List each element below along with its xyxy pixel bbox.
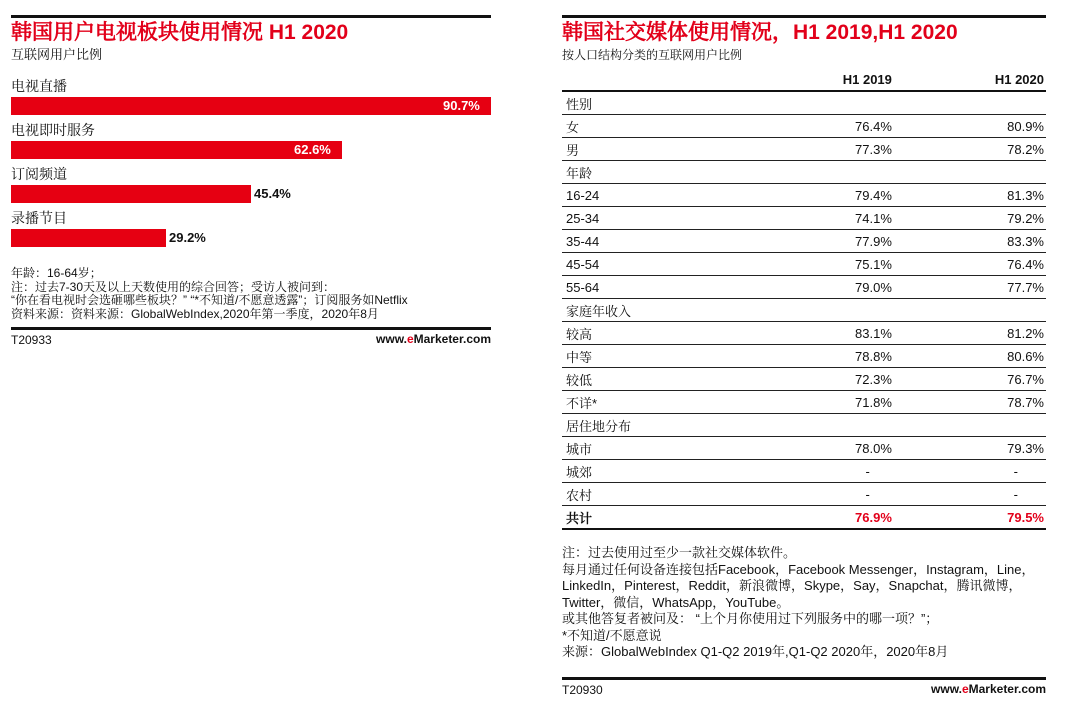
note-line: 或其他答复者被问及： “上个月你使用过下列服务中的哪一项？”； xyxy=(562,611,939,626)
row-label: 居住地分布 xyxy=(562,414,732,437)
social-media-table-panel xyxy=(562,15,1046,697)
row-label: 年龄 xyxy=(562,161,732,184)
note-line: 来源：GlobalWebIndex Q1-Q2 2019年,Q1-Q2 2020年，2020年8月 xyxy=(562,644,949,659)
note-line: *不知道/不愿意说 xyxy=(562,627,662,643)
cell-h1-2020: - xyxy=(922,460,1046,483)
table-row xyxy=(562,391,1046,414)
category-label: 录播节目 xyxy=(11,210,67,226)
section-row xyxy=(562,161,1046,184)
note-line: 注：过去使用过至少一款社交媒体软件。 xyxy=(562,545,797,560)
cell-h1-2019: 75.1% xyxy=(732,253,921,276)
header-h1-2019: H1 2019 xyxy=(732,68,921,91)
category-label: 电视即时服务 xyxy=(11,122,95,138)
cell-h1-2019 xyxy=(732,299,921,322)
note-line: 年龄：16-64岁； xyxy=(11,266,102,280)
cell-h1-2020: 80.6% xyxy=(922,345,1046,368)
row-label: 性别 xyxy=(562,91,732,115)
footer-id: T20933 xyxy=(11,333,52,347)
row-label: 中等 xyxy=(562,345,732,368)
cell-h1-2020: 79.2% xyxy=(922,207,1046,230)
cell-h1-2020 xyxy=(922,91,1046,115)
cell-h1-2020: 79.3% xyxy=(922,437,1046,460)
row-label: 55-64 xyxy=(562,276,732,299)
cell-h1-2020 xyxy=(922,161,1046,184)
cell-h1-2020: 80.9% xyxy=(922,115,1046,138)
bar xyxy=(11,185,251,203)
table-row xyxy=(562,322,1046,345)
cell-h1-2020: 76.4% xyxy=(922,253,1046,276)
bottom-rule xyxy=(11,327,491,330)
footer-brand[interactable]: www.eMarketer.com xyxy=(931,682,1046,696)
bar-chart-area xyxy=(11,63,491,263)
row-label: 较低 xyxy=(562,368,732,391)
tv-usage-chart-panel xyxy=(11,15,491,347)
cell-h1-2019: 74.1% xyxy=(732,207,921,230)
data-label: 90.7% xyxy=(443,98,480,113)
note-line: LinkedIn，Pinterest，Reddit，新浪微博，Skype，Say，Snapchat，腾讯微博， xyxy=(562,578,1022,593)
table-row xyxy=(562,460,1046,483)
table-subtitle: 按人口结构分类的互联网用户比例 xyxy=(562,48,743,62)
chart-subtitle: 互联网用户比例 xyxy=(11,47,103,62)
row-label: 45-54 xyxy=(562,253,732,276)
table-row xyxy=(562,207,1046,230)
cell-h1-2020: 83.3% xyxy=(922,230,1046,253)
table-row xyxy=(562,230,1046,253)
note-line: 每月通过任何设备连接包括Facebook，Facebook Messenger，Instagram，Line， xyxy=(562,561,1035,577)
note-line: 资料来源：资料来源：GlobalWebIndex,2020年第一季度，2020年8月 xyxy=(11,306,379,321)
cell-h1-2019: 79.0% xyxy=(732,276,921,299)
footer-id: T20930 xyxy=(562,683,603,697)
cell-h1-2020: - xyxy=(922,483,1046,506)
cell-h1-2019: 71.8% xyxy=(732,391,921,414)
cell-h1-2019: 83.1% xyxy=(732,322,921,345)
section-row xyxy=(562,299,1046,322)
header-h1-2020: H1 2020 xyxy=(922,68,1046,91)
cell-h1-2019 xyxy=(732,161,921,184)
table-row xyxy=(562,276,1046,299)
cell-h1-2020 xyxy=(922,299,1046,322)
bar xyxy=(11,141,342,159)
table-notes xyxy=(562,545,1034,661)
note-line: Twitter，微信，WhatsApp，YouTube。 xyxy=(562,594,790,610)
cell-h1-2019: 72.3% xyxy=(732,368,921,391)
cell-h1-2019: - xyxy=(732,460,921,483)
cell-h1-2019: 77.3% xyxy=(732,138,921,161)
row-label: 城郊 xyxy=(562,460,732,483)
cell-h1-2020: 77.7% xyxy=(922,276,1046,299)
data-label: 29.2% xyxy=(169,230,206,245)
cell-h1-2020: 81.2% xyxy=(922,322,1046,345)
cell-h1-2019: 76.9% xyxy=(732,506,921,530)
table-row xyxy=(562,483,1046,506)
row-label: 35-44 xyxy=(562,230,732,253)
chart-title: 韩国用户电视板块使用情况 H1 2020 xyxy=(11,21,349,44)
table-row xyxy=(562,253,1046,276)
row-label: 16-24 xyxy=(562,184,732,207)
row-label: 城市 xyxy=(562,437,732,460)
bar xyxy=(11,229,166,247)
cell-h1-2020: 78.2% xyxy=(922,138,1046,161)
section-row xyxy=(562,91,1046,115)
row-label: 不详* xyxy=(562,391,732,414)
table-row xyxy=(562,437,1046,460)
table-row xyxy=(562,115,1046,138)
table-header-row xyxy=(562,68,1046,91)
cell-h1-2020: 76.7% xyxy=(922,368,1046,391)
row-label: 女 xyxy=(562,115,732,138)
cell-h1-2020: 79.5% xyxy=(922,506,1046,530)
cell-h1-2019 xyxy=(732,91,921,115)
header-blank xyxy=(562,68,732,91)
usage-table xyxy=(562,68,1046,530)
cell-h1-2019: 76.4% xyxy=(732,115,921,138)
bar xyxy=(11,97,491,115)
table-row xyxy=(562,368,1046,391)
cell-h1-2020: 78.7% xyxy=(922,391,1046,414)
chart-notes xyxy=(11,267,408,321)
top-rule xyxy=(11,15,491,18)
cell-h1-2019 xyxy=(732,414,921,437)
note-line: 注：过去7-30天及以上天数使用的综合回答；受访人被问到： xyxy=(11,279,336,294)
row-label: 25-34 xyxy=(562,207,732,230)
cell-h1-2020: 81.3% xyxy=(922,184,1046,207)
cell-h1-2019: 79.4% xyxy=(732,184,921,207)
cell-h1-2019: - xyxy=(732,483,921,506)
footer-brand[interactable]: www.eMarketer.com xyxy=(376,332,491,346)
table-row xyxy=(562,345,1046,368)
table-row xyxy=(562,184,1046,207)
top-rule xyxy=(562,15,1046,18)
category-label: 电视直播 xyxy=(11,78,67,94)
table-title: 韩国社交媒体使用情况，H1 2019,H1 2020 xyxy=(562,21,958,44)
row-label: 农村 xyxy=(562,483,732,506)
total-row xyxy=(562,506,1046,530)
data-label: 45.4% xyxy=(254,186,291,201)
section-row xyxy=(562,414,1046,437)
note-line: “你在看电视时会选砸哪些板块？” “*不知道/不愿意透露”；订阅服务如Netflix xyxy=(11,293,408,307)
cell-h1-2019: 78.8% xyxy=(732,345,921,368)
table-row xyxy=(562,138,1046,161)
cell-h1-2020 xyxy=(922,414,1046,437)
row-label: 共计 xyxy=(562,506,732,530)
cell-h1-2019: 78.0% xyxy=(732,437,921,460)
row-label: 男 xyxy=(562,138,732,161)
row-label: 较高 xyxy=(562,322,732,345)
row-label: 家庭年收入 xyxy=(562,299,732,322)
cell-h1-2019: 77.9% xyxy=(732,230,921,253)
data-label: 62.6% xyxy=(294,142,331,157)
bottom-rule xyxy=(562,677,1046,680)
category-label: 订阅频道 xyxy=(11,166,67,182)
